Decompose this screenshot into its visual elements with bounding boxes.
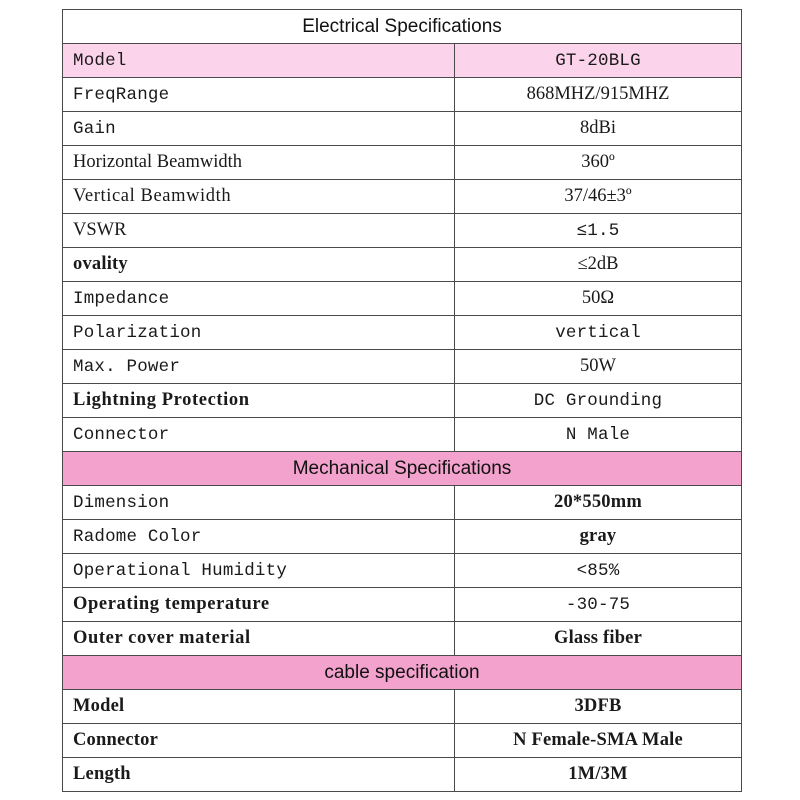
spec-label: VSWR — [63, 214, 455, 247]
spec-label: Gain — [63, 112, 455, 145]
table-row — [63, 384, 741, 418]
spec-label: Vertical Beamwidth — [63, 180, 455, 213]
spec-value: ≤2dB — [577, 254, 619, 274]
spec-value: -30-75 — [565, 594, 631, 615]
spec-label: Operating temperature — [63, 588, 455, 621]
mechanical-section-header — [63, 452, 741, 486]
table-row — [63, 248, 741, 282]
spec-label: Radome Color — [63, 520, 455, 553]
table-row — [63, 418, 741, 452]
table-row — [63, 78, 741, 112]
table-row — [63, 554, 741, 588]
spec-label: Max. Power — [63, 350, 455, 383]
table-row — [63, 282, 741, 316]
spec-value: 360º — [581, 152, 615, 172]
spec-value: 50W — [580, 356, 616, 376]
spec-label: ovality — [63, 248, 455, 281]
spec-label: Polarization — [63, 316, 455, 349]
table-row — [63, 520, 741, 554]
table-row — [63, 180, 741, 214]
table-row — [63, 724, 741, 758]
spec-value: GT-20BLG — [555, 50, 641, 71]
spec-value: DC Grounding — [533, 390, 663, 411]
table-row — [63, 214, 741, 248]
spec-value: 20*550mm — [554, 492, 642, 512]
spec-value: <85% — [576, 560, 620, 581]
cable-section-header — [63, 656, 741, 690]
table-row — [63, 350, 741, 384]
spec-sheet-table — [62, 9, 742, 792]
mechanical-section-title: Mechanical Specifications — [292, 457, 512, 479]
spec-label: Connector — [63, 724, 455, 757]
spec-label: Length — [63, 758, 455, 791]
spec-value: gray — [579, 526, 617, 546]
table-row — [63, 316, 741, 350]
spec-value: 37/46±3º — [564, 186, 632, 206]
table-row — [63, 690, 741, 724]
electrical-section-header — [63, 10, 741, 44]
cable-section-title: cable specification — [324, 661, 480, 683]
spec-value: N Female-SMA Male — [513, 730, 683, 750]
spec-label: Impedance — [63, 282, 455, 315]
spec-label: Operational Humidity — [63, 554, 455, 587]
table-row-model — [63, 44, 741, 78]
table-row — [63, 588, 741, 622]
spec-value: 1M/3M — [568, 764, 628, 784]
table-row — [63, 486, 741, 520]
spec-label: Outer cover material — [63, 622, 455, 655]
table-row — [63, 622, 741, 656]
spec-label: Connector — [63, 418, 455, 451]
spec-value: N Male — [565, 424, 631, 445]
table-row — [63, 758, 741, 792]
electrical-section-title: Electrical Specifications — [302, 15, 502, 37]
spec-value: 50Ω — [581, 288, 615, 308]
spec-value: vertical — [555, 322, 641, 343]
table-row — [63, 146, 741, 180]
table-row — [63, 112, 741, 146]
spec-value: 3DFB — [574, 696, 622, 716]
spec-value: ≤1.5 — [576, 220, 620, 241]
spec-label: Dimension — [63, 486, 455, 519]
spec-label: Model — [63, 44, 455, 77]
spec-label: Model — [63, 690, 455, 723]
spec-value: 868MHZ/915MHZ — [526, 84, 670, 104]
spec-value: Glass fiber — [553, 628, 642, 648]
spec-label: Lightning Protection — [63, 384, 455, 417]
spec-value: 8dBi — [580, 118, 616, 138]
spec-label: Horizontal Beamwidth — [63, 146, 455, 179]
spec-label: FreqRange — [63, 78, 455, 111]
